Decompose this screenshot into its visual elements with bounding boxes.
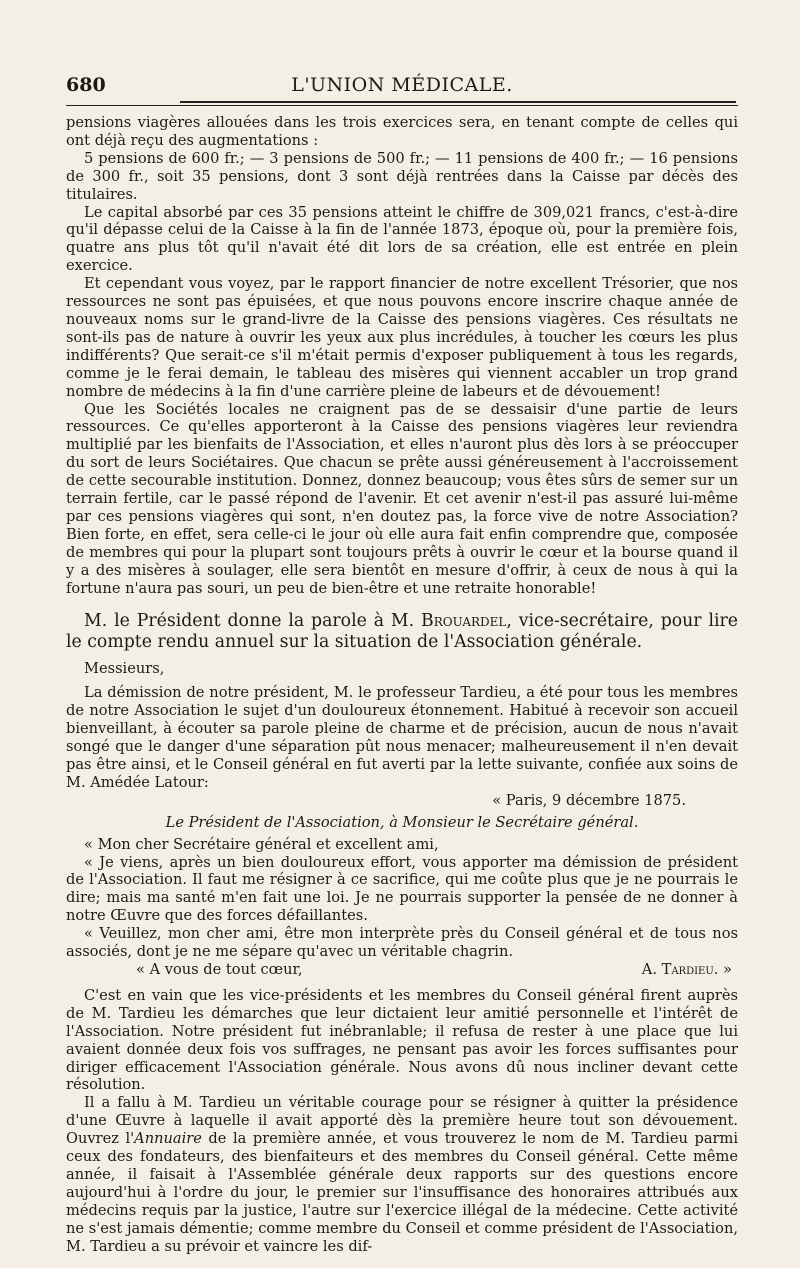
letter-salutation: « Mon cher Secrétaire général et excellent ami, [84,835,439,853]
speaker-name: Brouardel [421,611,507,632]
paragraph: Le capital absorbé par ces 35 pensions atteint le chiffre de 309,021 francs, c'est-à-dire qu'il dépasse celui de la Caisse à la fin de l'année 1873, époque où, pour la première fois, quatre ans plus tôt qu'il n'avait été dit lors de sa création, elle est entrée en plein exercice. [66,203,738,275]
paragraph: Et cependant vous voyez, par le rapport financier de notre excellent Trésorier, que nos ressources ne sont pas épuisées, et que nous pouvons encore inscrire chaque année de nouveaux noms sur le grand-livre de la Caisse des pensions viagères. Ces résultats ne sont-ils pas de nature à ouvrir les yeux aux plus incrédules, à toucher les cœurs les plus indifférents? Que serait-ce s'il m'était permis d'exposer publiquement à tous les regards, comme je le ferai demain, le tableau des misères qui viennent accabler un trop grand nombre de médecins à la fin d'une carrière pleine de labeurs et de dévouement! [66,275,738,400]
body-text [66,114,738,1255]
signature-name: A. Tardieu. » [641,960,732,978]
letter-paragraph: « Je viens, après un bien douloureux effort, vous apporter ma démission de président de l'Association. Il faut me résigner à ce sacrifice, qui me coûte plus que je ne pourrais le dire; mais ma santé m'en fait une loi. Je ne pourrais supporter la pensée de ne donner à notre Œuvre que des forces défaillantes. [66,853,738,925]
annuaire-title: Annuaire [134,1130,202,1148]
speaker-announcement [66,611,738,652]
paragraph: C'est en vain que les vice-présidents et les membres du Conseil général firent auprès de M. Tardieu les démarches que leur dictaient leur amitié personnelle et l'intérêt de l'Association. Notre président fut inébranlable; il refusa de rester à une place que lui avaient donnée deux fois vos suffrages, ne pensant pas avoir les forces suffisantes pour diriger efficacement l'Association générale. Nous avons dû nous incliner devant cette résolution. [66,986,738,1094]
header-rule-thick [180,101,736,103]
paragraph: pensions viagères allouées dans les trois exercices sera, en tenant compte de celles qui ont déjà reçu des augmentations : [66,114,738,149]
paragraph: Que les Sociétés locales ne craignent pas de se dessaisir d'une partie de leurs ressources. Ce qu'elles apporteront à la Caisse des pensions viagères leur reviendra multiplié par les bienfaits de l'Association, et elles n'auront plus dès lors à se préoccuper du sort de leurs Sociétaires. Que chacun se prête aussi généreusement à l'accroissement de cette secourable institution. Donnez, donnez beaucoup; vous êtes sûrs de semer sur un terrain fertile, car le passé répond de l'avenir. Et cet avenir n'est-il pas assuré lui-même par ces pensions viagères qui sont, n'en doutez pas, la force vive de notre Association? Bien forte, en effet, sera celle-ci le jour où elle aura fait enfin comprendre que, composée de membres qui pour la plupart sont toujours prêts à ouvrir le cœur et la bourse quand il y a des misères à soulager, elle sera bientôt en mesure d'offrir, à ceux de nous à qui la fortune n'aura pas souri, un peu de bien-être et une retraite honorable! [66,400,738,597]
announcement-text: , vice-secrétaire, pour lire le compte rendu annuel sur la situation de l'Association générale. [66,611,738,652]
paragraph: 5 pensions de 600 fr.; — 3 pensions de 500 fr.; — 11 pensions de 400 fr.; — 16 pensions de 300 fr., soit 35 pensions, dont 3 sont déjà rentrées dans la Caisse par décès des titulaires. [66,149,738,203]
paragraph-text: de la première année, et vous trouverez le nom de M. Tardieu parmi ceux des fondateurs, des bienfaiteurs et des membres du Conseil général. Cette même année, il faisait à l'Assemblée générale deux rapports sur des questions encore aujourd'hui à l'ordre du jour, le premier sur l'insuffisance des honoraires attribués aux médecins requis par la justice, l'autre sur l'exercice illégal de la médecine. Cette activité ne s'est jamais démentie; comme membre du Conseil et comme président de l'Association, M. Tardieu a su prévoir et vaincre les dif- [66,1130,738,1255]
page-header [66,70,738,100]
letter-heading: Le Président de l'Association, à Monsieur le Secrétaire général. [165,813,639,831]
header-rule-thin [66,105,738,106]
salutation: Messieurs, [84,660,165,678]
paragraph [66,1094,738,1255]
letter-dateline: « Paris, 9 décembre 1875. [492,791,686,809]
running-title: L'UNION MÉDICALE. [291,74,513,96]
paragraph: La démission de notre président, M. le professeur Tardieu, a été pour tous les membres de notre Association le sujet d'un douloureux étonnement. Habitué à recevoir son accueil bienveillant, à écouter sa parole pleine de charme et de précision, aucun de nous n'avait songé que le danger d'une séparation pût nous menacer; malheureusement il n'en devait pas être ainsi, et le Conseil général en fut averti par la lette suivante, confiée aux soins de M. Amédée Latour: [66,684,738,791]
paragraph-text: Il a fallu à M. Tardieu un véritable courage pour se résigner à quitter la présidence d'une Œuvre à laquelle il avait apporté dès la première heure tout son dévouement. Ouvrez l' [66,1094,738,1148]
letter-signature [66,961,738,979]
announcement-text: M. le Président donne la parole à M. [84,611,421,632]
letter-paragraph: « Veuillez, mon cher ami, être mon interprète près du Conseil général et de tous nos associés, dont je ne me sépare qu'avec un véritable chagrin. [66,925,738,961]
page-number: 680 [66,74,106,96]
letter-closing: « A vous de tout cœur, [136,960,303,978]
